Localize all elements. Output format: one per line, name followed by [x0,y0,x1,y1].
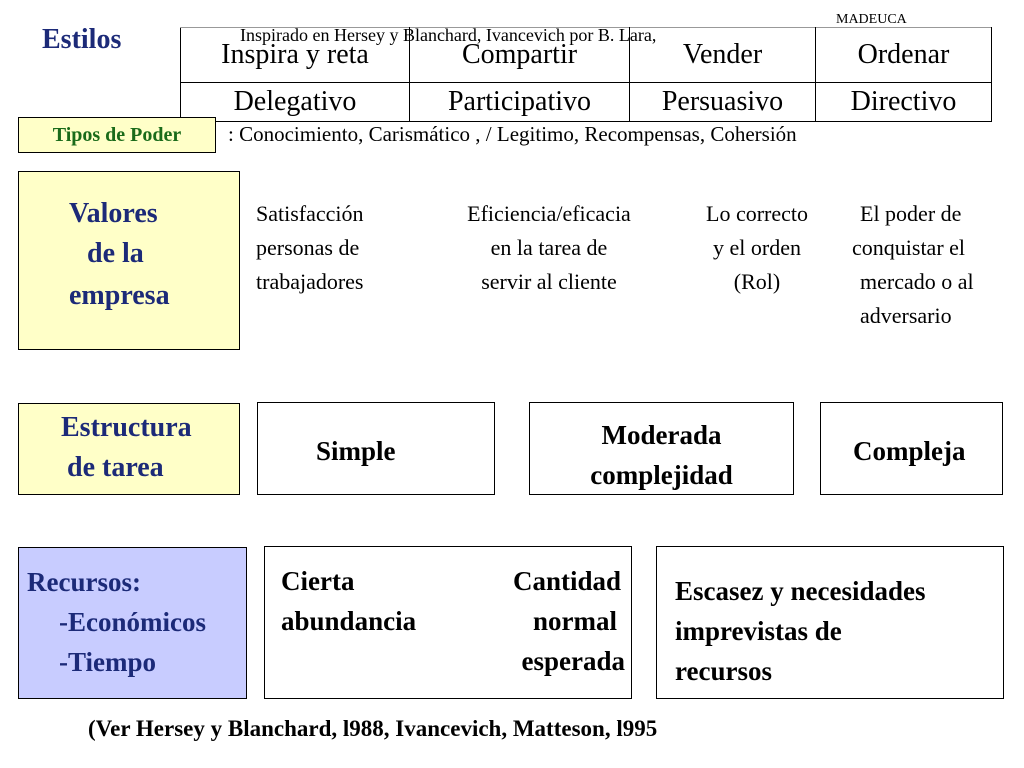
poder-label-box: Tipos de Poder [18,117,216,153]
style-action-cell: Ordenar [816,28,992,83]
recursos-text: normal [533,606,617,636]
estructura-simple-text: Simple [316,436,396,466]
organization-label: MADEUCA [836,12,907,27]
valores-col-poder [852,197,974,333]
style-name-cell: Participativo [410,83,630,122]
valores-text-line: Lo correcto [706,201,808,226]
valores-text-line: y el orden [713,235,801,260]
valores-text-line: servir al cliente [481,269,617,294]
valores-text-line: adversario [860,303,952,328]
valores-text-line: Satisfacción [256,201,364,226]
recursos-text: Cierta [281,566,355,596]
estructura-label-line: Estructura [61,412,192,443]
valores-text-line: El poder de [860,201,962,226]
style-action-cell: Vender [630,28,816,83]
style-action-cell: Compartir [410,28,630,83]
valores-text-line: conquistar el [852,235,966,260]
recursos-escasez-line: Escasez y necesidades [675,576,926,606]
recursos-label-line: Recursos: [27,567,141,597]
estructura-moderada-line: Moderada [601,420,722,450]
poder-types-text: : Conocimiento, Carismático , / Legitimo, Recompensas, Cohersión [228,122,797,146]
recursos-text: Cantidad [512,566,621,596]
valores-col-correcto [686,197,828,299]
estructura-simple-box [257,402,495,495]
valores-label-box [18,171,240,350]
valores-text-line: (Rol) [733,269,781,294]
recursos-text: esperada [521,646,625,676]
recursos-escasez-line: recursos [675,656,772,686]
recursos-text: abundancia [281,606,417,636]
credit-text: Inspirado en Hersey y Blanchard, Ivancevich por B. Lara, [240,25,657,45]
valores-label-line: Valores [69,198,158,229]
valores-text-line: Eficiencia/eficacia [467,201,631,226]
estructura-compleja-box [820,402,1003,495]
styles-row-names [181,83,992,122]
style-name-cell: Persuasivo [630,83,816,122]
estructura-label-box [18,403,240,495]
valores-col-eficiencia [443,197,655,299]
recursos-label-line: -Económicos [59,607,206,637]
page-title: Estilos [42,24,122,55]
valores-text-line: en la tarea de [490,235,608,260]
recursos-label-box [18,547,247,699]
style-name-cell: Delegativo [181,83,410,122]
style-action-cell: Inspira y reta [181,28,410,83]
valores-text-line: trabajadores [256,269,364,294]
estructura-label-line: de tarea [67,452,164,483]
valores-col-satisfaccion [256,197,364,299]
estructura-compleja-text: Compleja [853,436,966,466]
recursos-abundancia-box [264,546,632,699]
estructura-moderada-line: complejidad [590,460,733,490]
valores-label-line: de la [87,238,144,269]
estructura-moderada-box [529,402,794,495]
recursos-escasez-line: imprevistas de [675,616,842,646]
valores-text-line: personas de [256,235,360,260]
valores-text-line: mercado o al [860,269,974,294]
style-name-cell: Directivo [816,83,992,122]
valores-label-line: empresa [69,280,170,311]
recursos-label-line: -Tiempo [59,647,157,677]
recursos-escasez-box [656,546,1004,699]
reference-note: (Ver Hersey y Blanchard, l988, Ivancevich, Matteson, l995 [88,716,658,741]
